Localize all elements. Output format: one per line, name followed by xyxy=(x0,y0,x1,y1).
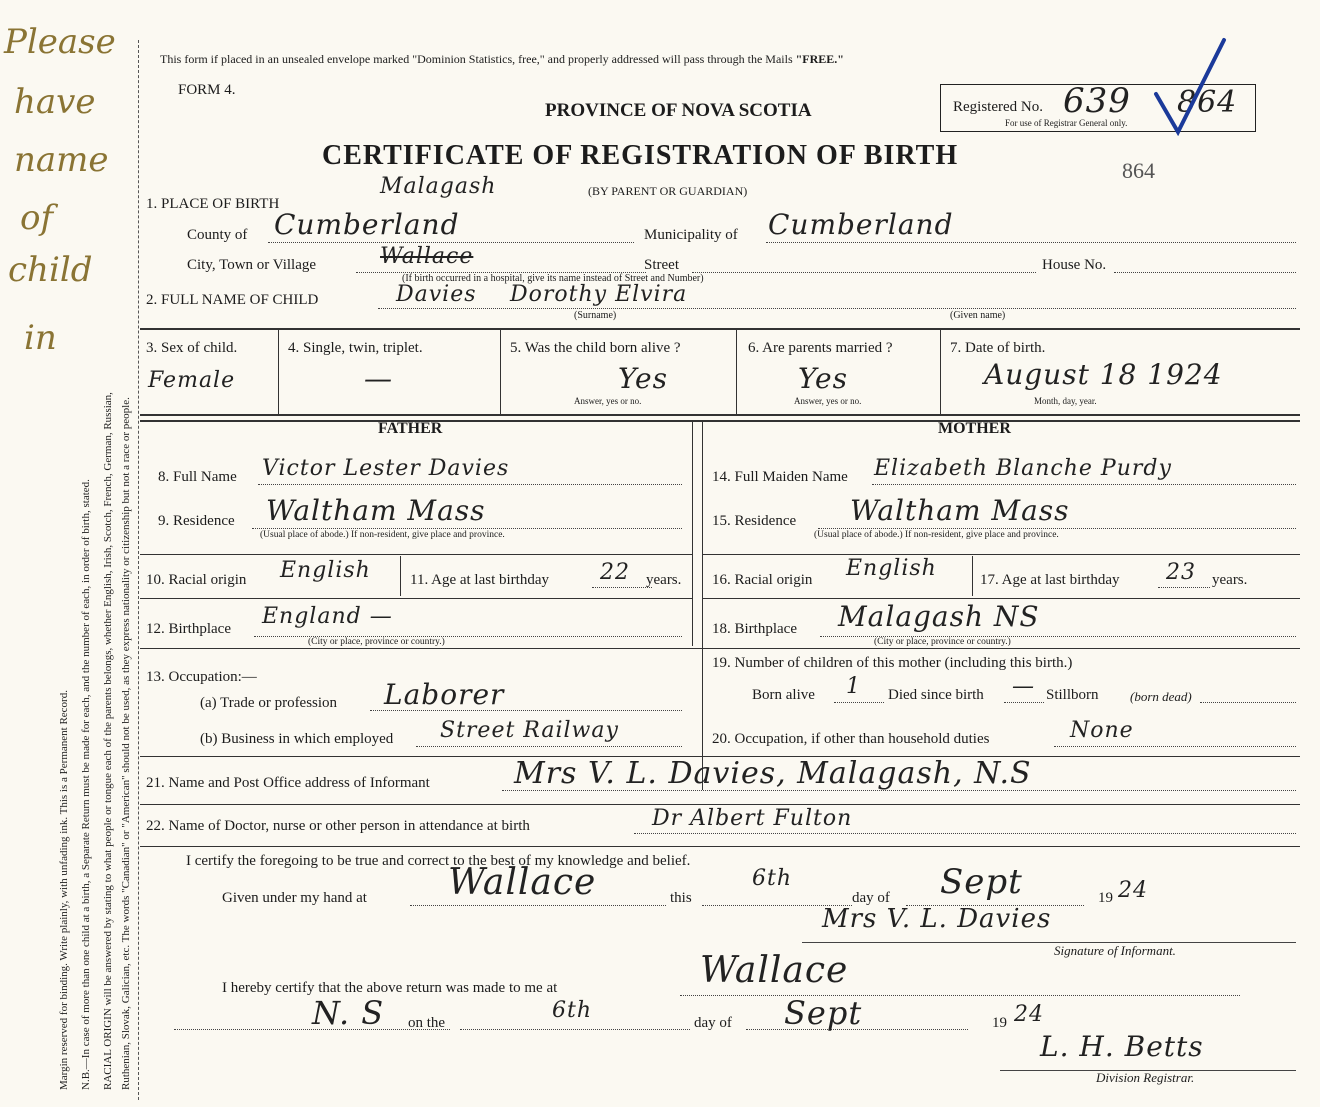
sex-value: Female xyxy=(148,368,236,393)
mail-notice-text: This form if placed in an unsealed envelope marked "Dominion Statistics, free," and properly addressed will pass through the Mails xyxy=(160,52,796,66)
county-rule xyxy=(268,242,634,243)
sex-label: 3. Sex of child. xyxy=(146,340,238,356)
this-label: this xyxy=(670,890,692,906)
child-name-rule xyxy=(378,308,1296,309)
doctor-value: Dr Albert Fulton xyxy=(652,806,853,831)
county-value: Cumberland xyxy=(274,208,460,241)
mother-heading: MOTHER xyxy=(938,420,1011,437)
father-years: years. xyxy=(646,572,682,588)
mother-residence-value: Waltham Mass xyxy=(850,494,1070,527)
born-alive-label: Born alive xyxy=(752,687,815,703)
registrar-month: Sept xyxy=(784,994,863,1032)
margin-note-3: RACIAL ORIGIN will be answered by stating to what people or tongue each of the parents belongs, whether English, Irish, Scotch, French, German, Russian, xyxy=(102,392,114,1090)
mother-age-label: 17. Age at last birthday xyxy=(980,572,1120,588)
house-rule xyxy=(1114,272,1296,273)
mother-occupation-label: 20. Occupation, if other than household duties xyxy=(712,731,990,747)
father-rule-1 xyxy=(140,554,692,555)
pencil-line-4: of xyxy=(20,198,54,238)
house-label: House No. xyxy=(1042,257,1107,273)
father-birthplace-caption: (City or place, province or country.) xyxy=(308,637,445,647)
registrar-day: 6th xyxy=(552,998,593,1023)
given-place-rule xyxy=(410,905,666,906)
father-residence-label: 9. Residence xyxy=(158,513,235,529)
certificate-title: CERTIFICATE OF REGISTRATION OF BIRTH xyxy=(322,140,959,171)
on-the-label: on the xyxy=(408,1015,446,1031)
margin-note-1: Margin reserved for binding. Write plainly, with unfading ink. This is a Permanent Record. xyxy=(58,690,70,1090)
row3-bottom-rule xyxy=(140,414,1300,416)
business-label: (b) Business in which employed xyxy=(200,731,394,747)
father-age-value: 22 xyxy=(600,560,630,585)
informant-signature-caption: Signature of Informant. xyxy=(1054,943,1176,958)
registrar-signature: L. H. Betts xyxy=(1040,1030,1204,1063)
registrar-place: Wallace xyxy=(700,950,849,991)
row3-top-rule xyxy=(140,328,1300,330)
margin-note-4: Ruthenian, Slovak, Galician, etc. The words "Canadian" or "American" should not be used, as they express nationality or citizenship but not a race or people. xyxy=(120,397,132,1090)
alive-caption: Answer, yes or no. xyxy=(574,396,642,406)
born-alive-value: 1 xyxy=(846,674,861,699)
father-name-rule xyxy=(258,484,682,485)
pencil-line-6: in xyxy=(24,318,57,358)
married-label: 6. Are parents married ? xyxy=(748,340,893,356)
mother-race-value: English xyxy=(846,556,937,581)
form-number: FORM 4. xyxy=(178,82,236,98)
place-of-birth-value: Malagash xyxy=(380,174,497,199)
died-value: — xyxy=(1012,674,1035,699)
pencil-line-3: name xyxy=(14,140,109,180)
registered-value-2: 864 xyxy=(1177,85,1238,120)
given-caption: (Given name) xyxy=(950,310,1006,321)
place-of-birth-label: 1. PLACE OF BIRTH xyxy=(146,196,280,212)
given-label: Given under my hand at xyxy=(222,890,367,906)
trade-label: (a) Trade or profession xyxy=(200,695,338,711)
informant-label: 21. Name and Post Office address of Informant xyxy=(146,775,430,791)
father-residence-value: Waltham Mass xyxy=(266,494,486,527)
row3-divider-1 xyxy=(278,330,279,414)
child-surname: Davies xyxy=(396,282,477,307)
month-value: Sept xyxy=(940,862,1023,902)
business-rule xyxy=(416,746,682,747)
mother-name-value: Elizabeth Blanche Purdy xyxy=(874,456,1172,481)
registrar-statement: I hereby certify that the above return was made to me at xyxy=(222,980,558,996)
city-value: Wallace xyxy=(380,244,474,269)
mother-birthplace-label: 18. Birthplace xyxy=(712,621,797,637)
father-race-divider xyxy=(400,556,401,596)
trade-value: Laborer xyxy=(384,678,505,711)
mother-name-label: 14. Full Maiden Name xyxy=(712,469,848,485)
alive-value: Yes xyxy=(618,362,668,395)
mail-notice xyxy=(160,52,844,67)
married-caption: Answer, yes or no. xyxy=(794,396,862,406)
registered-label: Registered No. xyxy=(953,99,1043,115)
municipality-value: Cumberland xyxy=(768,208,954,241)
registrar-year-prefix: 19 xyxy=(992,1015,1007,1031)
margin-note-2: N.B.—In case of more than one child at a birth, a Separate Return must be made for each, and the number of each, in order of birth, stated. xyxy=(80,479,92,1090)
dob-label: 7. Date of birth. xyxy=(950,340,1046,356)
row3-divider-4 xyxy=(940,330,941,414)
mother-race-label: 16. Racial origin xyxy=(712,572,813,588)
informant-signature-rule xyxy=(802,942,1296,943)
registrar-use-note: For use of Registrar General only. xyxy=(1005,118,1128,128)
mother-rule-2 xyxy=(702,598,1300,599)
registrar-place-rule xyxy=(680,995,1240,996)
year-prefix: 19 xyxy=(1098,890,1113,906)
stillborn-rule xyxy=(1200,702,1296,703)
father-age-rule xyxy=(592,587,652,588)
street-label: Street xyxy=(644,257,679,273)
father-residence-caption: (Usual place of abode.) If non-resident, give place and province. xyxy=(260,530,505,540)
given-place: Wallace xyxy=(448,862,597,903)
registrar-day-of: day of xyxy=(694,1015,732,1031)
parents-top-rule xyxy=(140,420,1300,422)
registrar-caption: Division Registrar. xyxy=(1096,1070,1195,1085)
plural-value: — xyxy=(364,362,393,395)
parents-mid-rule xyxy=(140,648,1300,649)
province-heading: PROVINCE OF NOVA SCOTIA xyxy=(545,100,812,121)
mother-years: years. xyxy=(1212,572,1248,588)
mother-birthplace-value: Malagash NS xyxy=(838,600,1040,633)
stamp-number: 864 xyxy=(1122,158,1155,183)
mother-occupation-value: None xyxy=(1070,718,1134,743)
doctor-bottom-rule xyxy=(140,846,1300,847)
certify-statement: I certify the foregoing to be true and correct to the best of my knowledge and belief. xyxy=(186,853,691,869)
born-alive-rule xyxy=(834,702,884,703)
dob-caption: Month, day, year. xyxy=(1034,396,1097,406)
day-of-label: day of xyxy=(852,890,890,906)
hospital-note: (If birth occurred in a hospital, give its name instead of Street and Number) xyxy=(402,273,704,284)
mail-notice-free: "FREE." xyxy=(795,52,844,66)
checkmark-icon xyxy=(1150,36,1230,136)
occupation-label: 13. Occupation:— xyxy=(146,669,257,685)
row3-divider-2 xyxy=(500,330,501,414)
year-value: 24 xyxy=(1118,878,1148,903)
informant-signature: Mrs V. L. Davies xyxy=(822,904,1052,934)
doctor-label: 22. Name of Doctor, nurse or other person in attendance at birth xyxy=(146,818,530,834)
died-rule xyxy=(1004,702,1044,703)
municipality-label: Municipality of xyxy=(644,227,738,243)
parents-divider-left xyxy=(692,420,693,646)
father-age-label: 11. Age at last birthday xyxy=(410,572,549,588)
father-race-value: English xyxy=(280,558,371,583)
father-birthplace-value: England — xyxy=(262,604,393,629)
father-race-label: 10. Racial origin xyxy=(146,572,247,588)
doctor-rule xyxy=(634,833,1296,834)
pencil-line-5: child xyxy=(8,250,93,290)
died-label: Died since birth xyxy=(888,687,984,703)
child-name-label: 2. FULL NAME OF CHILD xyxy=(146,292,319,308)
surname-caption: (Surname) xyxy=(574,310,617,321)
mother-age-value: 23 xyxy=(1166,560,1196,585)
father-birthplace-label: 12. Birthplace xyxy=(146,621,231,637)
city-label: City, Town or Village xyxy=(187,257,317,273)
mother-occupation-rule xyxy=(1054,746,1296,747)
row3-divider-3 xyxy=(736,330,737,414)
mother-residence-rule xyxy=(818,528,1296,529)
plural-label: 4. Single, twin, triplet. xyxy=(288,340,423,356)
informant-value: Mrs V. L. Davies, Malagash, N.S xyxy=(514,756,1032,791)
stillborn-label: Stillborn xyxy=(1046,687,1099,703)
municipality-rule xyxy=(766,242,1296,243)
father-name-value: Victor Lester Davies xyxy=(262,456,510,481)
father-name-label: 8. Full Name xyxy=(158,469,237,485)
day-value: 6th xyxy=(752,866,793,891)
children-label: 19. Number of children of this mother (including this birth.) xyxy=(712,655,1073,671)
registrar-year: 24 xyxy=(1014,1002,1044,1027)
county-label: County of xyxy=(187,227,248,243)
father-residence-rule xyxy=(252,528,682,529)
mother-residence-label: 15. Residence xyxy=(712,513,797,529)
married-value: Yes xyxy=(798,362,848,395)
registrar-day-rule xyxy=(460,1029,690,1030)
alive-label: 5. Was the child born alive ? xyxy=(510,340,681,356)
mother-age-rule xyxy=(1158,587,1210,588)
father-rule-2 xyxy=(140,598,692,599)
binding-margin-line xyxy=(138,40,139,1100)
registered-value: 639 xyxy=(1063,81,1131,121)
child-given-name: Dorothy Elvira xyxy=(510,282,688,307)
registrar-place-2: N. S xyxy=(312,994,385,1032)
street-rule xyxy=(692,272,1036,273)
mother-race-divider xyxy=(972,556,973,596)
mother-name-rule xyxy=(872,484,1296,485)
father-heading: FATHER xyxy=(378,420,443,437)
pencil-line-1: Please xyxy=(4,22,116,62)
mother-rule-1 xyxy=(702,554,1300,555)
dob-value: August 18 1924 xyxy=(984,358,1223,391)
doctor-top-rule xyxy=(140,804,1300,805)
stillborn-caption: (born dead) xyxy=(1130,689,1192,704)
pencil-line-2: have xyxy=(14,82,96,122)
business-value: Street Railway xyxy=(440,718,619,743)
by-parent-note: (BY PARENT OR GUARDIAN) xyxy=(588,184,748,198)
mother-birthplace-caption: (City or place, province or country.) xyxy=(874,637,1011,647)
parents-divider-right xyxy=(702,420,703,790)
mother-residence-caption: (Usual place of abode.) If non-resident, give place and province. xyxy=(814,530,1059,540)
